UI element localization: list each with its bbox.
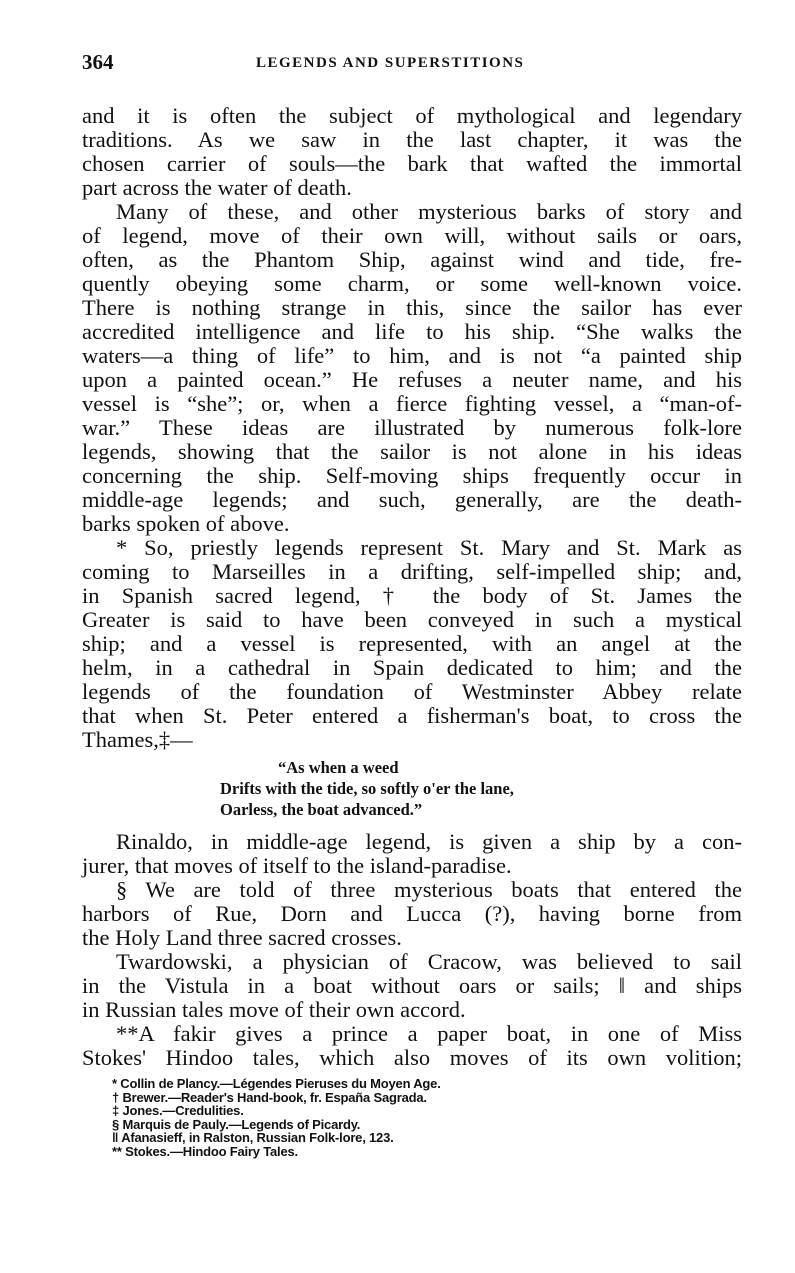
text-line: **A fakir gives a prince a paper boat, in one of Miss	[116, 1021, 742, 1046]
text-line: Many of these, and other mysterious barks of story and	[116, 199, 742, 224]
text-line: that when St. Peter entered a fisherman's boat, to cross the	[82, 703, 742, 728]
text-line: and it is often the subject of mythological and legendary	[82, 103, 742, 128]
text-line: the Holy Land three sacred crosses.	[82, 925, 402, 950]
text-line: * So, priestly legends represent St. Mary and St. Mark as	[116, 535, 742, 560]
text-line: traditions. As we saw in the last chapter, it was the	[82, 127, 742, 152]
text-line: of legend, move of their own will, without sails or oars,	[82, 223, 742, 248]
text-line: in the Vistula in a boat without oars or sails; ‖ and ships	[82, 973, 742, 998]
text-line: Twardowski, a physician of Cracow, was believed to sail	[116, 949, 742, 974]
text-line: middle-age legends; and such, generally, are the death-	[82, 487, 742, 512]
verse-line: “As when a weed	[278, 758, 399, 777]
verse-line: Oarless, the boat advanced.”	[220, 800, 423, 819]
text-line: legends, showing that the sailor is not alone in his ideas	[82, 439, 742, 464]
footnote: ‖ Afanasieff, in Ralston, Russian Folk-lore, 123.	[112, 1130, 394, 1146]
page-number: 364	[82, 50, 114, 74]
text-line: part across the water of death.	[82, 175, 352, 200]
text-line: war.” These ideas are illustrated by numerous folk-lore	[82, 415, 742, 440]
text-line: in Spanish sacred legend, † the body of St. James the	[82, 583, 742, 608]
text-line: barks spoken of above.	[82, 511, 290, 536]
text-line: ship; and a vessel is represented, with an angel at the	[82, 631, 742, 656]
text-line: jurer, that moves of itself to the island-paradise.	[82, 853, 512, 878]
text-line: Stokes' Hindoo tales, which also moves of its own volition;	[82, 1045, 742, 1070]
text-line: Greater is said to have been conveyed in such a mystical	[82, 607, 742, 632]
text-line: Thames,‡—	[82, 727, 193, 752]
footnote: ‡ Jones.—Credulities.	[112, 1103, 244, 1119]
text-line: § We are told of three mysterious boats that entered the	[116, 877, 742, 902]
text-line: upon a painted ocean.” He refuses a neuter name, and his	[82, 367, 742, 392]
text-line: vessel is “she”; or, when a fierce fighting vessel, a “man-of-	[82, 391, 742, 416]
footnote: † Brewer.—Reader's Hand-book, fr. España Sagrada.	[112, 1089, 427, 1105]
text-line: quently obeying some charm, or some well-known voice.	[82, 271, 742, 296]
text-line: coming to Marseilles in a drifting, self-impelled ship; and,	[82, 559, 742, 584]
verse-line: Drifts with the tide, so softly o'er the lane,	[220, 779, 514, 798]
text-line: There is nothing strange in this, since the sailor has ever	[82, 295, 742, 320]
footnote: * Collin de Plancy.—Légendes Pieruses du Moyen Age.	[112, 1076, 441, 1091]
footnote: § Marquis de Pauly.—Legends of Picardy.	[112, 1116, 361, 1132]
text-line: accredited intelligence and life to his ship. “She walks the	[82, 319, 742, 344]
text-line: legends of the foundation of Westminster Abbey relate	[82, 679, 742, 704]
text-line: waters—a thing of life” to him, and is not “a painted ship	[82, 343, 742, 368]
text-line: Rinaldo, in middle-age legend, is given a ship by a con-	[116, 829, 742, 854]
text-line: concerning the ship. Self-moving ships frequently occur in	[82, 463, 742, 488]
text-line: helm, in a cathedral in Spain dedicated to him; and the	[82, 655, 742, 680]
running-head: LEGENDS AND SUPERSTITIONS	[256, 55, 525, 71]
text-line: in Russian tales move of their own accord.	[82, 997, 466, 1022]
footnote: ** Stokes.—Hindoo Fairy Tales.	[112, 1144, 298, 1159]
text-line: chosen carrier of souls—the bark that wafted the immortal	[82, 151, 742, 176]
text-line: harbors of Rue, Dorn and Lucca (?), having borne from	[82, 901, 742, 926]
text-line: often, as the Phantom Ship, against wind and tide, fre-	[82, 247, 742, 272]
